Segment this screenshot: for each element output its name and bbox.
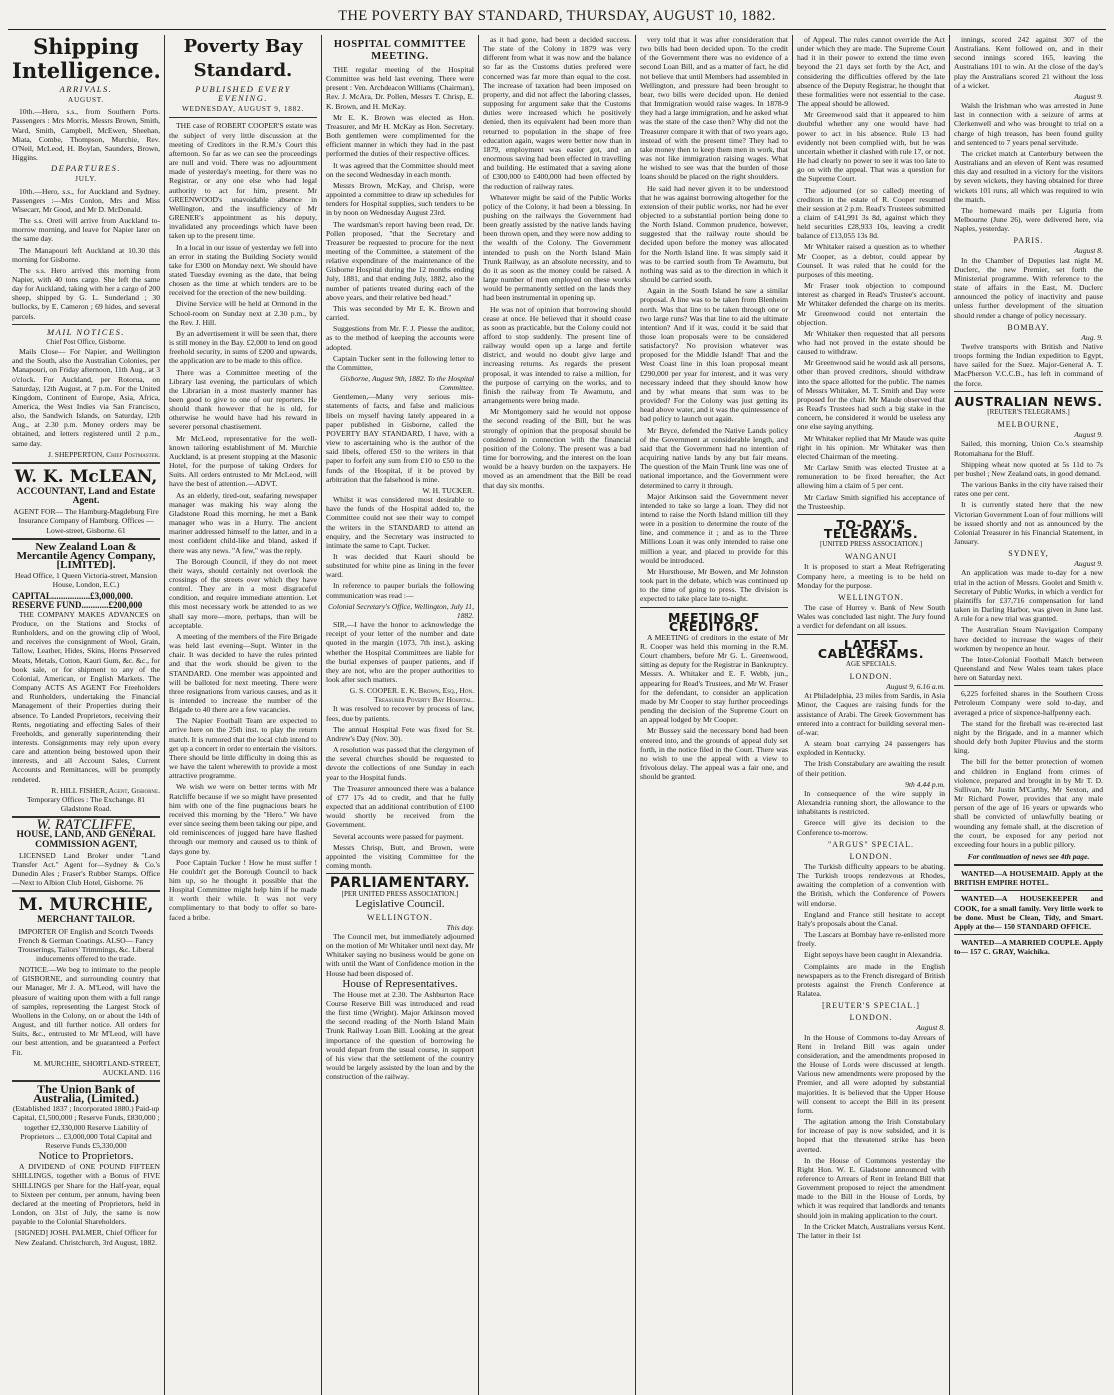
published-line: PUBLISHED EVERY EVENING. — [195, 84, 291, 104]
hospital-paragraph: Messrs Brown, McKay, and Chrisp, were appointed a committee to draw up schedules for tenders for Hospital supplies, such tenders to be in by noon on Wednesday August 23rd. — [326, 180, 474, 218]
mail-text: Mails Close— For Napier, and Wellington and the South, also the Australian Colonies, per Manapouri, on Friday afternoon, 11th Aug., at 3 o'clock. For Auckland, per Rotorua, on Saturday, 12th August, at 7 p.m. For the United Kingdom, Continent of Europe, Asia, Africa, America, the West Indies via San Francisco, also, the Sandwich Islands, on Saturday, 12th Aug., at 2.30 p.m. Money orders may be obtained, and letters registered until 2 p.m., same day. — [12, 347, 160, 448]
melbourne-date: August 9. — [1074, 430, 1103, 440]
argus-text: England and France still hesitate to accept Italy's proposals about the Canal. — [797, 909, 945, 928]
court-text: Mr Carlaw Smith was elected Trustee at a remuneration to be fixed hereafter, the Act allowing him a claim of 5 per cent. — [797, 463, 945, 491]
column-2 — [165, 35, 322, 1395]
cable-text: In consequence of the wire supply in Alexandria running short, the allowance to the inhabitants is restricted. — [797, 788, 945, 817]
letter2-head: Colonial Secretary's Office, Wellington, July 11, 1882. — [327, 601, 474, 620]
creditors-heading: MEETING OF CREDITORS. — [668, 609, 760, 634]
ad-mclean-text: AGENT FOR— The Hamburg-Magdeburg Fire Insurance Company of Hamburg. Offices — Lowe-street, Gisborne. 61 — [13, 507, 159, 535]
hospital-paragraph: It was agreed that the Committee should meet on the second Wednesday in each month. — [326, 160, 474, 179]
shipping-note: The s.s. Hero arrived this morning from Napier, with 40 tons cargo. She left the same day for Auckland, taking with her a cargo of 200 sheep, shipped by G. L. Sunderland ; 30 bullocks, by E. Cameron ; 69 hides, and several parcels. — [12, 265, 160, 321]
news-text: The homeward mails per Liguria from Melbourne (June 26), were delivered here, via Naples, yesterday. — [954, 205, 1103, 234]
divider — [326, 873, 474, 874]
divider — [954, 890, 1103, 891]
reuter-head: [REUTER'S SPECIAL.] — [822, 1001, 920, 1011]
mail-office: Chief Post Office, Gisborne. — [46, 337, 126, 346]
continuation-note: For continuation of news see 4th page. — [967, 851, 1090, 861]
news-text: Walsh the Irishman who was arrested in June last in connection with a seizure of arms at Clerkenwell and who was brought to trial on a charge of high treason, has been found guilty and sentenced to 7 years penal servitude. — [954, 101, 1103, 147]
hospital-paragraph: It was resolved to recover by process of law, fees, due by patients. — [326, 704, 474, 723]
editorial-paragraph: A meeting of the members of the Fire Brigade was held last evening—Supt. Winter in the chair. It was decided to have the rules printed and that the work should be given to the STANDARD. One member was appointed and will be balloted for next meeting. There were three resignations from various causes, and as it is intended to increase the number of the Brigade to 40 there are a few vacancies. — [169, 631, 317, 715]
shipping-note: The Manapouri left Auckland at 10.30 this morning for Gisborne. — [12, 245, 160, 264]
reuter-place: LONDON. — [849, 1013, 893, 1023]
sydney-text: The Australian Steam Navigation Company have decided to increase the wages of their workmen by twopence an hour. — [954, 625, 1103, 653]
editorial-paragraph: There was a Committee meeting of the Library last evening, the particulars of which the Librarian in a most masterly manner has been good to give to one of our reporters. He should thank however that he is old, for otherwise he would have had his reward in severer personal chastisement. — [169, 367, 317, 432]
divider — [640, 607, 788, 608]
tucker-letter: Gentlemen,—Many very serious mis-statements of facts, and false and malicious libels on myself having lately appeared in a paper published in Gisborne, called the POVERTY BAY STANDARD, I have, with a view to ascertaining who is the author of the said libels, offered £50 to the writers in that paper to forfeit any sum from £10 to £50 to the funds of the Hospital, if it be proved by arbitration that the falsehood is mine. — [326, 392, 474, 484]
bombay-head: BOMBAY. — [1007, 322, 1050, 332]
ad-nz-loan-name: New Zealand Loan & Mercantile Agency Company, [LIMITED]. — [16, 540, 156, 572]
sydney-date: August 9. — [1074, 559, 1103, 569]
parl-assoc: [PER UNITED PRESS ASSOCIATION.] — [341, 890, 459, 899]
news-text: The bill for the better protection of women and children in England from crimes of violence, prepared and brought in by Mr T. D. Sullivan, Mr Justin M'Carthy, Mr Sexton, and Mr Richard Power, provides that any male person of the age of 16 years or upwards who shall be convicted of unlawfully beating or wounding any female shall, at the discretion of the court, be exposed for any period not exceeding four hours in a public pillory. — [954, 757, 1103, 849]
reuter-text: The agitation among the Irish Constabulary for increase of pay is now subsided, and it is hoped that the threatened strike has been averted. — [797, 1117, 945, 1154]
house-text: The House met at 2.30. The Ashburton Race Course Reserve Bill was introduced and read the first time (Wright). Major Atkinson moved the second reading of the North Island Main Trunk Railway Loan Bill. Looking at the great importance of the question of borrowing he would depart from the usual course, in support of his view that the settlement of the country would be largely assisted by the loan and by the construction of the railway. — [326, 989, 474, 1082]
standard-heading: Poverty Bay Standard. — [183, 36, 303, 81]
news-date: August 9. — [1074, 91, 1103, 101]
cable-text: A steam boat carrying 24 passengers has exploded in Kentucky. — [797, 739, 945, 758]
debate-text: very told that it was after consideration that two bills had been decided upon. To the credit of the Government there was no evidence of a second Loan Bill, and as a matter of fact, he did not believe that until Members had assembled in Wellington, and pressure had been brought to bear, two bills were decided upon. He denied that Immigration would raise wages. In 1878-9 they had a large immigration, and he asked what was the state of the case then? Why did not the Treasurer compare it with that of two years ago, instead of with the present time? They had to take money then to keep them men in work, that was not like immigration raising wages. What he wished to see was that the burden of those loans should be placed on the right shoulders. — [640, 35, 788, 182]
argus-text: Complaints are made in the English newspapers as to the French disregard of British protests against the French Conference at Ralatea. — [797, 961, 945, 998]
court-text: Mr Carlaw Smith signified his acceptance of the Trusteeship. — [797, 492, 945, 511]
melbourne-text: Sailed, this morning, Union Co.'s steamship Rotomahana for the Bluff. — [954, 439, 1103, 458]
parl-place: WELLINGTON. — [367, 912, 433, 922]
ad-ratcliffe-name: W. RATCLIFFE, — [36, 817, 136, 834]
mail-sign: J. SHEPPERTON, Chief Postmaster. — [48, 449, 160, 459]
mail-notices-title: MAIL NOTICES. — [47, 326, 125, 337]
cable-text: At Philadelphia, 23 miles from Sardis, in Asia Minor, the Caques are raising funds for the assistance of Arabi. The Greek Government has entered into a contract for building several men-of-war. — [797, 691, 945, 737]
telegrams-heading: TO-DAY'S TELEGRAMS. — [823, 516, 919, 541]
paris-head: PARIS. — [1013, 236, 1044, 246]
divider — [954, 864, 1103, 866]
letter-head: Gisborne, August 9th, 1882. To the Hospital Committee. — [340, 374, 474, 393]
australian-news-heading: AUSTRALIAN NEWS. — [954, 393, 1103, 409]
creditors-text: A MEETING of creditors in the estate of Mr R. Cooper was held this morning in the R.M. Court chambers, before Mr G. L. Greenwood, sitting as deputy for the Registrar in Bankruptcy. Messrs. A. Whitaker and E. F. Webb, jun., appearing for Read's Trustees, and Mr W. Fraser for the defendant, to consider an application made by Mr Cooper to stay further proceedings pending the decision of the Supreme Court on an appeal lodged by Mr Cooper. — [640, 632, 788, 725]
wanted-ad: WANTED—A HOUSEKEEPER and COOK, for a small family. Very little work to be done. Must be Clean, Tidy, and Smart. Apply at the— 150 STANDARD OFFICE. — [954, 894, 1103, 931]
sydney-head: SYDNEY, — [1008, 549, 1049, 559]
hospital-paragraph: THE regular meeting of the Hospital Committee was held last evening. There were present : Ven. Archdeacon Williams (Chairman), Rev. J. McAra, Dr. Pollen, Messrs T. Chrisp, E. K. Brown, and H. McKay. — [326, 65, 474, 111]
debate-text: He said had never given it to be understood that he was against borrowing altogether for the extension of their public works, nor had he ever objected to a substantial portion being done to the North Island. Common prudence, however, suggested that the railway route should be decided upon before the money was allocated for the North Island line. It was simply said it was to be carried south from Te Awamutu, but nothing was said as to the direction in which it should be carried south. — [640, 183, 788, 285]
tele-place: WANGANUI — [845, 552, 897, 562]
ad-murchie-sign: M. MURCHIE, SHORTLAND-STREET, AUCKLAND. 116 — [33, 1058, 160, 1077]
tucker-sign: W. H. TUCKER. — [422, 485, 474, 495]
debate-text: Whatever might be said of the Public Works policy of the Colony, it had been a blessing. In pushing on the railways the Government had been greatly assisted by the native lands having been thrown open, and they were now adding to the wealth of the Colony. The Government intended to push on the North Island Main Trunk Railway, as an absolute necessity, and to do it as soon as the money could be raised. A large number of men employed on these works would be permanently settled on the lands they had been instrumental in opening up. — [483, 192, 631, 303]
column-7 — [950, 35, 1107, 1395]
divider — [12, 538, 160, 540]
hospital-paragraph: Captain Tucker sent in the following letter to the Committee, — [326, 353, 474, 372]
ad-nz-loan-body: THE COMPANY MAKES ADVANCES on Produce, on the Stations and Stocks of Runholders, and on the growing clip of Wool, and receives the consignment of Wool, Grain, Tallow, Leather, Hides, Skins, Horns Preserved Meats, Metals, Cotton, Kauri Gum, &c. &c., for book sale, or for shipment to any of the Colonial, American, or English Markets. The Company ACTS AS AGENT For Freeholders and Runholders, undertaking the Financial Management of their Properties during their absence. To Landed Proprietors, receiving their Rents, negotiating and effecting Sales of their Freeholds, and generally superintending their interests. Consignments may rely upon every care and attention being bestowed upon their interests, and all Account Sales, Current Accounts and Remittances, will be promptly rendered. — [12, 609, 160, 784]
debate-text: Mr Bryce, defended the Native Lands policy of the Government at considerable length, and said that the Government had no intention of acquiring native lands by any but fair means. The question of the Main Trunk line was one of national importance, and the Government were determined to carry it through. — [640, 425, 788, 490]
reuter-text: In the House of Commons yesterday the Right Hon. W. E. Gladstone announced with reference to Arrears of Rent in Ireland Bill that Government proposed to reject the amendment made to the Bill in the House of Lords, by which it was required that landlords and tenants should join in making application to the court. — [797, 1155, 945, 1220]
legislative-council: Legislative Council. — [355, 898, 445, 911]
divider — [954, 685, 1103, 686]
tele-text: The case of Hurrey v. Bank of New South Wales was concluded last night. The Jury found a verdict for defendant on all issues. — [797, 603, 945, 631]
ad-nz-loan-sign: R. HILL FISHER, Agent, Gisborne. — [51, 785, 160, 795]
ad-union-bank-text: (Established 1837 ; Incorporated 1880.) Paid-up Capital, £1,500,000 ; Reserve Funds, £830,000 ; together £2,330,000 Reserve Liability of Proprietors ... £3,000,000 Total Capital and Reserve Funds £5,330,000 — [12, 1104, 160, 1150]
editorial-paragraph: As an elderly, tired-out, seafaring newspaper manager was making his way along the Gladstone Road this morning, he met a Bank manager who was in a Hurry. The ancient mariner addressed himself to the latter, and in a most confident child-like and bland, asked if there was any news. "A few," was the reply. — [169, 490, 317, 555]
editorial-paragraph: THE case of ROBERT COOPER'S estate was the subject of very little discussion at the meeting of Creditors in the R.M.'s Court this afternoon. So far as we can see the proceedings are null and void. There was no adjournment made of yesterday's meeting, for there was no Registrar, or any one else who had legal authority to act for him, present. Mr GREENWOOD's unavoidable absence in Wellington, and the insufficiency of Mr GRENER's appointment as his deputy, invalidated any proceedings which have been taken up to the present time. — [169, 121, 317, 241]
editorial-paragraph: Divine Service will be held at Ormond in the School-room on Sunday next at 2.30 p.m., by the Rev. J. Hill. — [169, 299, 317, 327]
argus-text: Eight sepoys have been caught in Alexandria. — [804, 950, 943, 960]
editorial-paragraph: The Napier Football Team are expected to arrive here on the 25th inst. to play the return match. It is rumored that the local club intend to get up a concert in order to entertain the visitors. There should be little difficulty in doing this as we have the talent wherewith to provide a most attractive programme. — [169, 716, 317, 781]
melbourne-text: The various Banks in the city have raised their rates one per cent. — [954, 480, 1103, 499]
ad-murchie-notice: NOTICE.—We beg to intimate to the people of GISBORNE, and surrounding country that our Manager, Mr J. A. M'Leod, will have the pleasure of waiting upon them with a full range of samples, representing the Largest Stock of Woollens in the Colony, on or about the 14th of August, and till further notice. All orders for Suits, &c., entrusted to Mr M'Leod, will have our best attention, and be guaranteed a Perfect Fit. — [12, 965, 160, 1057]
wanted-ad: WANTED—A MARRIED COUPLE. Apply to— 157 C. GRAY, Waichika. — [954, 938, 1103, 957]
debate-text: He was not of opinion that borrowing should cease at once. He believed that it should cease as soon as practicable, but the Colony could not afford to stop suddenly. The present line of railway would open up a large and fertile district, and would no doubt give large and increasing returns. As regards the present proposal, it was intended to raise a million, for the purpose of carrying on the works, and to finish the railway from Te Awamutu, and arrangements were being made. — [483, 304, 631, 406]
arrivals-month: AUGUST. — [67, 96, 104, 105]
hospital-paragraph: In reference to pauper burials the following communication was read :— — [326, 581, 474, 600]
editorial-paragraph: The Borough Council, if they do not meet their ways, should certainly not overlook the crossings of the streets over which they have control. They are in a most disgraceful condition, and require immediate attention. Let this most necessary work be attended to as we shall say more—more, perhaps, than will be acceptable. — [169, 556, 317, 630]
news-text: 6,225 forfeited shares in the Southern Cross Petroleum Company were sold to-day, and averaged a price of sixpence-halfpenny each. — [954, 689, 1103, 717]
ad-nz-loan-office: Head Office, 1 Queen Victoria-street, Mansion House, London, E.C.) — [14, 571, 158, 590]
hospital-paragraph: Whilst it was considered most desirable to have the funds of the Hospital added to, the Committee could not see their way to compel the writers in the STANDARD to attend an enquiry, and the Secretary was instructed to intimate the same to Capt. Tucker. — [326, 495, 474, 550]
reuter-text: In the Cricket Match, Australians versus Kent. The latter in their 1st — [797, 1221, 945, 1240]
publish-date: WEDNESDAY, AUGUST 9, 1882. — [181, 105, 305, 114]
argus-text: The Turkish difficulty appears to be abating. The Turkish troops rendezvous at Rhodes, awaiting the completion of a convention with the British, which the Conference of Powers will endorse. — [797, 861, 945, 908]
court-text: Mr Greenwood said he would ask all persons, other than proved creditors, should withdraw into the space allotted for the public. The names of Messrs Whitaker, M. T. Smith and Day were proposed for the chair. Mr Maude observed that as Read's Trustees had such a big stake in the concern, he considered it would be useless any one else saying anything. — [797, 358, 945, 432]
cable-date: 9th 4.44 p.m. — [905, 779, 945, 789]
divider — [169, 117, 317, 118]
divider — [954, 934, 1103, 935]
columns — [8, 35, 1106, 1395]
editorial-paragraph: We wish we were on better terms with Mr Ratcliffe because if we so might have presented him with one of the fine pugnacious bears he received this morning by the "Hero." We have ever since seeing them been taking our pipe, and old reminiscences of jugged hare have flashed through our memory and caused us to think of days gone by. — [169, 782, 317, 856]
hospital-paragraph: Several accounts were passed for payment. — [333, 831, 464, 841]
ad-mclean-name: W. K. McLEAN, — [14, 466, 158, 487]
ad-union-bank-notice: A DIVIDEND of ONE POUND FIFTEEN SHILLINGS, together with a Bonus of FIVE SHILLINGS per Share for the Half-year, equal to Sixteen per centum, per annum, having been declared at the meeting of Proprietors, held in London, on 31st of July, the same is now payable to the Colonial Shareholders. — [12, 1162, 160, 1227]
colonial-letter: SIR,—I have the honor to acknowledge the receipt of your letter of the number and date quoted in the margin (1073, 7th inst.), asking whether the Hospital Committees are liable for the burial expenses of pauper patients, and if they are not, who are the proper authorities to look after such matters. — [326, 620, 474, 684]
news-text: The stand for the fireball was re-erected last night by the Brigade, and in a manner which should defy both Jupiter Pluvius and the storm king. — [954, 718, 1103, 756]
argus-text: The Lascars at Bombay have re-enlisted more freely. — [797, 930, 945, 949]
council-text: The Council met, but immediately adjourned on the motion of Mr Whitaker until next day, Mr Whitaker saying no business would be gone on with until the Want of Confidence motion in the House had been disposed of. — [326, 931, 474, 978]
ad-murchie-title: MERCHANT TAILOR. — [37, 915, 135, 926]
hospital-paragraph: A resolution was passed that the clergymen of the several churches should be requested to devote the collections of one Sunday in each year to the Hospital funds. — [326, 745, 474, 782]
column-6 — [793, 35, 950, 1395]
aus-assoc: [REUTER'S TELEGRAMS.] — [987, 407, 1070, 416]
melbourne-text: It is currently stated here that the new Victorian Government Loan of four millions will be issued shortly and not as announced by the Colonial Treasurer in his Financial Statement, in January. — [954, 500, 1103, 546]
paris-text: In the Chamber of Deputies last night M. Duclerc, the new Premier, set forth the Ministerial programme. With reference to the state of affairs in the East, M. Duclerc announced the policy of inactivity and pause unless further development of the situation should render a change of policy necessary. — [954, 255, 1103, 320]
ad-mclean-title: ACCOUNTANT, Land and Estate Agent. — [16, 486, 156, 507]
divider — [12, 324, 160, 325]
wanted-ad: WANTED—A HOUSEMAID. Apply at the BRITISH EMPIRE HOTEL. — [954, 869, 1103, 888]
hospital-paragraph: Suggestions from Mr. F. J. Piesse the auditor, as to the method of keeping the accounts were adopted. — [326, 324, 474, 352]
court-text: The adjourned (or so called) meeting of creditors in the estate of R. Cooper resumed their session at 2 p.m. Read's Trustees submitted a claim of £41,991 3s 8d, against which they held securities £28,933 10s, leaving a credit balance of £13,055 13s 8d. — [797, 185, 945, 241]
tele-text: It is proposed to start a Meat Refrigerating Company here, a meeting is to be held on Monday for the purpose. — [797, 562, 945, 590]
news-text: innings, scored 242 against 307 of the Australians. Kent followed on, and in their second innings scored 165, leaving the Australians 101 to win. At the close of the day's play the Australians scored 21 without the loss of a wicket. — [954, 35, 1103, 90]
shipping-heading: Shipping Intelligence. — [12, 35, 161, 83]
cablegrams-heading: LATEST CABLEGRAMS. — [817, 636, 925, 661]
news-text: The cricket match at Canterbury between the Australians and an eleven of Kent was resumed this day and resulted in a victory for the visitors by seven wickets, they having obtained for three wickets 101 runs, all which was required to win the match. — [954, 148, 1103, 204]
parliamentary-heading: PARLIAMENTARY. — [329, 875, 471, 892]
hospital-paragraph: Messrs Chrisp, Butt, and Brown, were appointed the visiting Committee for the coming month. — [326, 842, 474, 870]
editorial-paragraph: Mr McLeod, representative for the well-known tailoring establishment of M. Murchie Auckland, is at present stopping at the Masonic Hotel, for the purpose of taking Orders for Suits. All orders entrusted to Mr McLeod, will have the best of attention.—ADVT. — [169, 433, 317, 489]
hospital-paragraph: The wardsman's report having been read, Dr. Pollen proposed, "that the Secretary and Treasurer be requested to procure for the next meeting of the Committee, a statement of the relative expenditure of the maintenance of the Gisborne Hospital during the 12 months ending July, 1881, and that ending July, 1882, also the number of patients treated during each of the above years, and their relative bed head." — [326, 219, 474, 302]
bombay-text: Twelve transports with British and Native troops forming the Indian expedition to Egypt, have sailed for the Suez. Major-General A. T. MacPherson V.C.C.B., has left in command of the force. — [954, 342, 1103, 388]
ad-nz-loan-offices: Temporary Offices : The Exchange. 81 Gladstone Road. — [26, 794, 146, 814]
ad-union-bank-notice-title: Notice to Proprietors. — [38, 1150, 134, 1163]
debate-text: as it had gone, had been a decided success. The state of the Colony in 1879 was very different from what it was now and the balance so far as the Customs duties prefered were concerned was far more than equal to the cost. The increase of taxation had been imposed on property, and did not affect the laboring classes, supposing for argument sake that the Customs duties were increased which he positively denied, then its equivalent had been more than returned to population in the shape of free education again, wages were better now than in 1879, employment was easier got, and an enormous saving had been effected in travelling and building. He estimated that a saving alone of £300,000 to £400,000 had been effected by the reduction of railway rates. — [483, 35, 631, 191]
hospital-paragraph: The Treasurer announced there was a balance of £77 17s 4d to credit, and that he fully expected that an additional contribution of £100 would shortly be received from the Government. — [326, 783, 474, 830]
ad-nz-loan-reserve: RESERVE FUND............£200,000 — [12, 599, 143, 610]
debate-text: Major Atkinson said the Government never intended to take so large a loan. They did not intend to raise the North Island million till they were in a position to determine the route of the line, and commence it ; and as to the Three Millions Loan it was only intended to raise one million a year, and placed to provide for this would be introduced. — [640, 491, 788, 565]
divider — [954, 391, 1103, 392]
column-1 — [8, 35, 165, 1395]
column-3 — [322, 35, 479, 1395]
cable-assoc: AGE SPECIALS. — [845, 659, 897, 668]
hospital-paragraph: The annual Hospital Fete was fixed for St. Andrew's Day (Nov. 30). — [326, 724, 474, 743]
parl-day: This day. — [446, 922, 474, 932]
cable-date: August 9, 6.16 a.m. — [886, 682, 945, 692]
arrivals-text: 10th.—Hero, s.s., from Southern Ports. Passengers : Mrs Morris, Messrs Brown, Smith, Ward, Smith, Campbell, McEwen, Sheehan, Miata, Combe, Thompson, Murchie, Rev. O'Neil, McLeod, H. Boylan, Saunders, Brown, Higgins. — [12, 107, 160, 163]
column-5 — [636, 35, 793, 1395]
house-heading: House of Representatives. — [342, 977, 458, 990]
court-text: Mr Whitaker then requested that all persons who had not proved in the estate should be caused to withdraw. — [797, 328, 945, 357]
debate-text: Mr Hursthouse, Mr Bowen, and Mr Johnston took part in the debate, which was continued up to the time of going to press. The division is expected to take place late to-night. — [640, 566, 788, 604]
ad-union-bank-sign: [SIGNED] JOSH. PALMER, Chief Officer for New Zealand. Christchurch, 3rd August, 1882. — [15, 1228, 157, 1247]
colonial-sign: G. S. COOPER. E. K. Brown, Esq., Hon. Treasurer Poverty Bay Hospital. — [349, 686, 474, 705]
ad-murchie-text: IMPORTER OF English and Scotch Tweeds French & German Coatings. ALSO— Fancy Trouserings, Tailors' Trimmings, &c. Liberal inducements offered to the trade. — [17, 926, 155, 963]
court-text: Mr Whitaker raised a question as to whether Mr Cooper, as a debtor, could appear by Counsel. It was ruled that he could for the purposes of this meeting. — [797, 242, 945, 279]
court-text: Mr Whitaker replied that Mr Maude was quite right in his opinion. Mr Whitaker was then elected Chairman of the meeting. — [797, 433, 945, 461]
divider — [12, 890, 160, 892]
hospital-heading: HOSPITAL COMMITTEE MEETING. — [333, 39, 467, 62]
sydney-text: An application was made to-day for a new trial in the action of Messrs. Goolet and Smith v. Secretary of Public Works, in which a verdict for plaintiffs for £37,716 compensation for land taken in Darling Harbor, was given in June last. A rule for a new trial was granted. — [954, 568, 1103, 624]
departures-text: 10th.—Hero, s.s., for Auckland and Sydney. Passengers :—Mrs Conlon, Mrs and Miss Wisecarr, Mr Good, and Mr D. McDonald. — [12, 186, 160, 214]
melbourne-head: MELBOURNE, — [997, 420, 1060, 430]
ad-ratcliffe-text: LICENSED Land Broker under "Land Transfer Act." Agent for—Sydney & Co.'s Dunedin Ales ; Fraser's Rubber Stamps. Office—Next to Albion Club Hotel, Gisborne. 76 — [12, 850, 160, 888]
bombay-date: Aug. 9. — [1081, 332, 1103, 342]
editorial-paragraph: In a local in our issue of yesterday we fell into an error in stating the Building Society would take for £300 on Monday next. We should have stated Tuesday evening as the date, that being chosen as the time at which tenders are to be received for the erection of the new building. — [169, 242, 317, 298]
paris-date: August 8. — [1074, 246, 1103, 256]
ad-union-bank-name: The Union Bank of Australia, (Limited.) — [33, 1082, 139, 1106]
cable-place: LONDON. — [849, 672, 893, 681]
divider — [12, 462, 160, 464]
cable-text: Greece will give its decision to the Conference to-morrow. — [797, 818, 945, 837]
tele-place: WELLINGTON. — [838, 592, 904, 602]
ad-nz-loan-capital: CAPITAL.................£3,000,000. — [12, 590, 133, 601]
divider — [797, 634, 945, 635]
departures-month: JULY. — [75, 175, 97, 184]
reuter-date: August 8. — [916, 1023, 945, 1033]
debate-text: Again in the South Island he saw a similar proposal. A line was to be taken from Blenheim north. Was that line to be taken through one or two large runs? Was that line to aid the ultimate intention? And if it was, could it be said that those loan proposals were to be considered satisfactory? No provision whatever was proposed for the Middle Island! That and the West Coast line in this loan proposal meant £290,000 per year for interest, and it was very necessary indeed that they should know how and by what means that sum was to be provided? For the Colony was just getting its head above water, and it was the quintessence of bad policy to launch out again. — [640, 286, 788, 424]
tele-assoc: [UNITED PRESS ASSOCIATION.] — [819, 540, 923, 549]
argus-head: "ARGUS" SPECIAL. — [827, 839, 915, 849]
hospital-paragraph: Mr E. K. Brown was elected as Hon. Treasurer, and Mr H. McKay as Hon. Secretary. Both gentlemen were complimented for the efficient manner in which they had in the past performed the duties of their respective offices. — [326, 112, 474, 159]
court-text: Mr Fraser took objection to compound interest as charged in Read's Trustee's account. Mr Whitaker defended the charge on its merits. Mr Greenwood could not entertain the objection. — [797, 281, 945, 327]
hospital-paragraph: It was decided that Kauri should be substituted for white pine as lining in the fever ward. — [326, 551, 474, 580]
divider — [797, 514, 945, 515]
court-text: Mr Greenwood said that it appeared to him doubtful whether any one would have had power to act in his absence. Rule 13 had evidently not been complied with, but he was uncertain whether it clashed with rule 17, or not. He had clearly no power to see it was too late to go on with the appeal. That was a question for the Supreme Court. — [797, 110, 945, 184]
shipping-note: The s.s. Oreti will arrive from Auckland to-morrow morning, and leave for Napier later on the same day. — [12, 216, 160, 244]
sydney-text: The Inter-Colonial Football Match between Queensland and New Wales team takes place here on Saturday next. — [954, 654, 1103, 683]
ad-ratcliffe-title: HOUSE, LAND, AND GENERAL COMMISSION AGENT, — [16, 830, 156, 850]
ad-murchie-name: M. MURCHIE, — [18, 895, 154, 916]
creditors-text: Mr Bussey said the necessary bond had been entered into, and the grounds of appeal duly set forth, in the notice filed in the Court. There was no wish to use the appeal with a view to frivolous delay. The appeal was a fair one, and should be granted. — [640, 726, 788, 782]
editorial-paragraph: Poor Captain Tucker ! How he must suffer ! He couldn't get the Borough Council to back him up, so he thought it possible that the Hospital Committee might help him if he made it worth their while. It was not very complimentary to that body to offer so bare-faced a bribe. — [169, 857, 317, 922]
departures-title: DEPARTURES. — [51, 163, 121, 174]
arrivals-title: ARRIVALS. — [59, 84, 113, 94]
court-text: of Appeal. The rules cannot override the Act under which they are made. The Supreme Court had it in their power to extend the time even beyond the 21 days set forth by the Act, and considering the difficulties offered by the late absence of the Deputy Registrar, he thought that these formalities were not essential to the case. The appeal should be allowed. — [797, 35, 945, 109]
editorial-paragraph: By an advertisement it will be seen that, there is still money in the Bay. £2,000 to lend on good freehold security, in sums of £200 and upwards, the application are to be made to this office. — [169, 328, 317, 366]
masthead: THE POVERTY BAY STANDARD, THURSDAY, AUGUST 10, 1882. — [8, 6, 1106, 30]
argus-place: LONDON. — [849, 851, 893, 861]
melbourne-text: Shipping wheat now quoted at 5s 11d to 7s per bushel ; New Zealand oats, in good demand. — [954, 459, 1103, 478]
reuter-text: In the House of Commons to-day Arrears of Rent in Ireland Bill was again under consideration, and the amendments proposed in the House of Lords were discussed at length. Various new amendments were proposed by the Premier, and all were adopted by substantial majorities. It is believed that the Upper House will consent to accept the Bill in its present form. — [797, 1032, 945, 1115]
cable-text: The Irish Constabulary are awaiting the result of their petition. — [797, 759, 945, 778]
column-4 — [479, 35, 636, 1395]
debate-text: Mr Montgomery said he would not oppose the second reading of the Bill, but he was strongly of opinion that the proposal should be considered in connection with the financial position of the Colony. The present was a bad time for borrowing, and the interest on the loan would be a heavy burden on the taxpayers. He moved as an amendment that the Bill be read that day six months. — [483, 407, 631, 490]
hospital-paragraph: This was seconded by Mr E. K. Brown and carried. — [326, 303, 474, 323]
